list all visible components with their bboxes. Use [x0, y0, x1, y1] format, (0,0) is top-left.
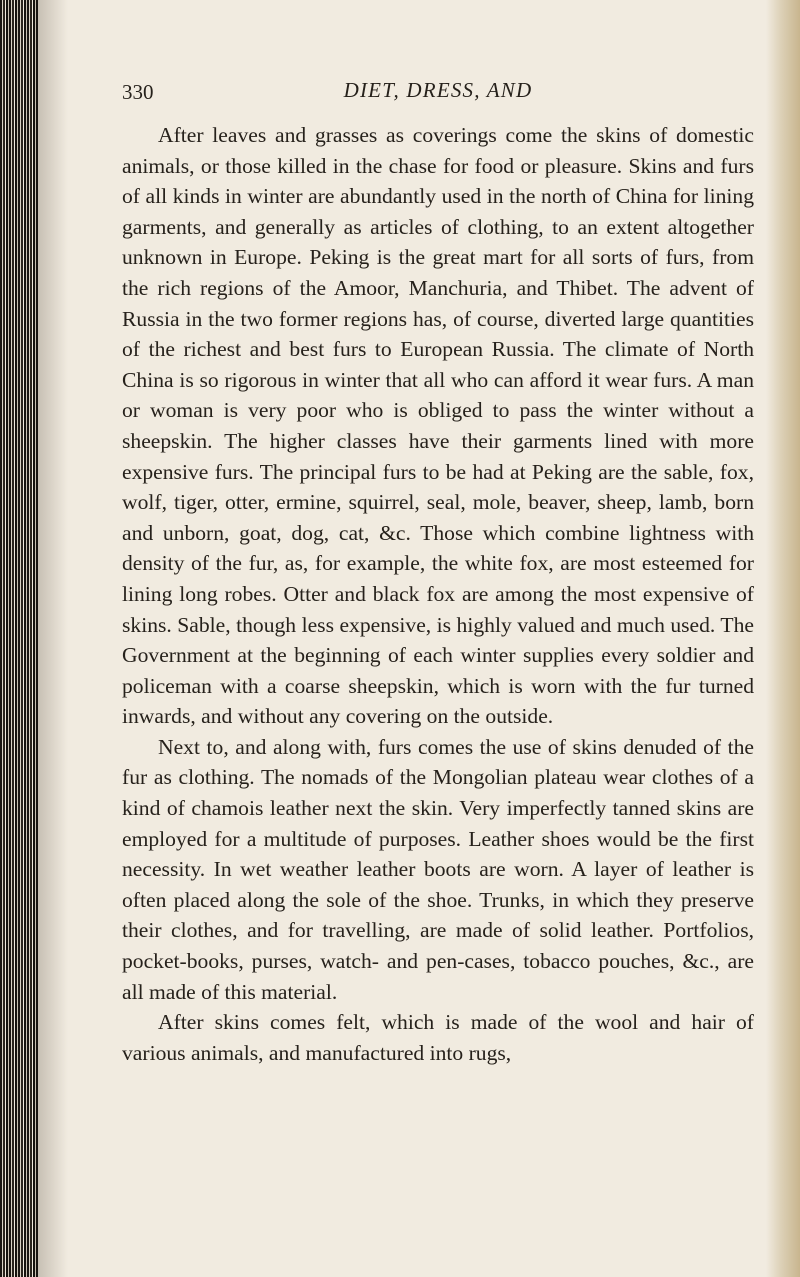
paragraph-furs: After leaves and grasses as coverings come the skins of domestic animals, or those killed in the chase for food or pleasure. Skins and furs of all kinds in winter are abundantly used in the north of China for lining garments, and generally as articles of clothing, to an extent altogether unknown in Europe. Peking is the great mart for all sorts of furs, from the rich regions of the Amoor, Manchuria, and Thibet. The advent of Russia in the two former regions has, of course, diverted large quantities of the richest and best furs to European Russia. The climate of North China is so rigorous in winter that all who can afford it wear furs. A man or woman is very poor who is obliged to pass the winter without a sheepskin. The higher classes have their garments lined with more expensive furs. The principal furs to be had at Peking are the sable, fox, wolf, tiger, otter, ermine, squirrel, seal, mole, beaver, sheep, lamb, born and unborn, goat, dog, cat, &c. Those which combine lightness with density of the fur, as, for example, the white fox, are most esteemed for lining long robes. Otter and black fox are among the most expensive of skins. Sable, though less expensive, is highly valued and much used. The Government at the beginning of each winter supplies every soldier and policeman with a coarse sheepskin, which is worn with the fur turned inwards, and without any covering on the outside.	[122, 123, 754, 729]
paragraph-leather: Next to, and along with, furs comes the use of skins denuded of the fur as clothing. The nomads of the Mongolian plateau wear clothes of a kind of chamois leather next the skin. Very imperfectly tanned skins are employed for a multitude of purposes. Leather shoes would be the first necessity. In wet weather leather boots are worn. A layer of leather is often placed along the sole of the shoe. Trunks, in which they preserve their clothes, and for travelling, are made of solid leather. Portfolios, pocket-books, purses, watch- and pen-cases, tobacco pouches, &c., are all made of this material.	[122, 734, 754, 1004]
body-text	[122, 120, 754, 1068]
binding-gutter	[0, 0, 38, 1277]
paragraph-felt: After skins comes felt, which is made of the wool and hair of various animals, and manufactured into rugs,	[122, 1010, 754, 1065]
gutter-shadow	[38, 0, 68, 1277]
page-number: 330	[122, 80, 154, 104]
running-title: DIET, DRESS, AND	[343, 78, 533, 102]
book-page	[122, 74, 754, 1068]
page-header	[122, 74, 754, 110]
page-edge	[766, 0, 800, 1277]
